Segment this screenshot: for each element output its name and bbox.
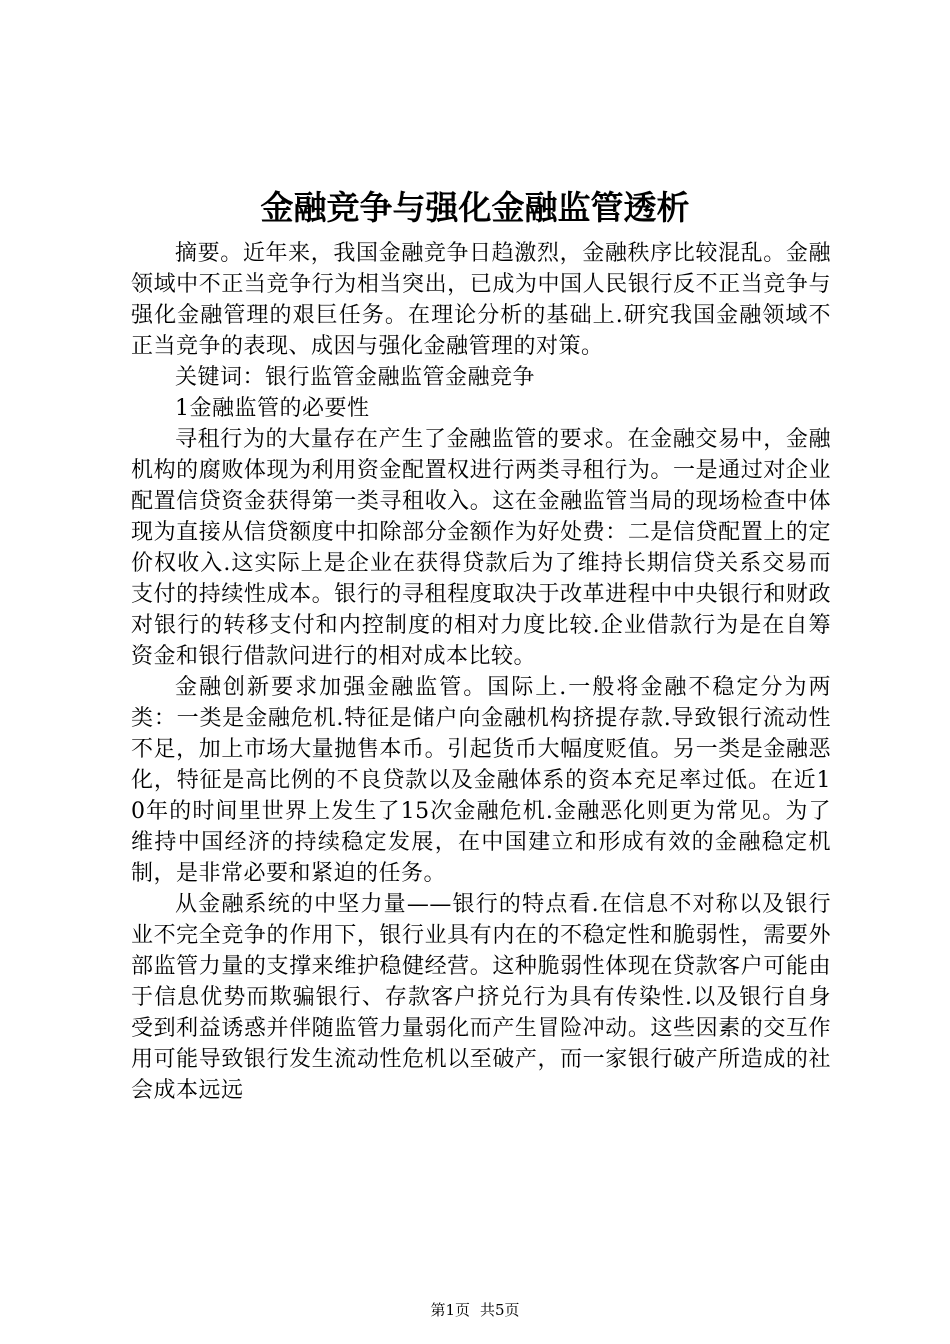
document-title: 金融竞争与强化金融监管透析 (260, 188, 690, 227)
page-total: 共5页 (480, 1301, 520, 1319)
body-paragraph: 寻租行为的大量存在产生了金融监管的要求。在金融交易中，金融机构的腐败体现为利用资金配置权进行两类寻租行为。一是通过对企业配置信贷资金获得第一类寻租收入。这在金融监管当局的现场检查中体现为直接从信贷额度中扣除部分金额作为好处费：二是信贷配置上的定价权收入.这实际上是企业在获得贷款后为了维持长期信贷关系交易而支付的持续性成本。银行的寻租程度取决于改革进程中中央银行和财政对银行的转移支付和内控制度的相对力度比较.企业借款行为是在自筹资金和银行借款问进行的相对成本比较。 (131, 427, 831, 669)
body-paragraph: 金融创新要求加强金融监管。国际上.一般将金融不稳定分为两类：一类是金融危机.特征是储户向金融机构挤提存款.导致银行流动性不足，加上市场大量抛售本币。引起货币大幅度贬值。另一类是金融恶化，特征是高比例的不良贷款以及金融体系的资本充足率过低。在近10年的时间里世界上发生了15次金融危机.金融恶化则更为常见。为了维持中国经济的持续稳定发展，在中国建立和形成有效的金融稳定机制，是非常必要和紧迫的任务。 (131, 675, 831, 886)
keywords-line: 关键词：银行监管金融监管金融竞争 (175, 365, 536, 390)
section-heading: 1金融监管的必要性 (175, 396, 370, 421)
page-number: 第1页 (430, 1301, 470, 1319)
abstract-paragraph: 摘要。近年来，我国金融竞争日趋激烈，金融秩序比较混乱。金融领域中不正当竞争行为相当突出，已成为中国人民银行反不正当竞争与强化金融管理的艰巨任务。在理论分析的基础上.研究我国金融领域不正当竞争的表现、成因与强化金融管理的对策。 (131, 241, 831, 359)
document-body (131, 238, 831, 1106)
page-footer (0, 1300, 950, 1320)
body-paragraph: 从金融系统的中坚力量——银行的特点看.在信息不对称以及银行业不完全竞争的作用下，银行业具有内在的不稳定性和脆弱性，需要外部监管力量的支撑来维护稳健经营。这种脆弱性体现在贷款客户可能由于信息优势而欺骗银行、存款客户挤兑行为具有传染性.以及银行自身受到利益诱惑并伴随监管力量弱化而产生冒险冲动。这些因素的交互作用可能导致银行发生流动性危机以至破产，而一家银行破产所造成的社会成本远远 (131, 892, 831, 1103)
